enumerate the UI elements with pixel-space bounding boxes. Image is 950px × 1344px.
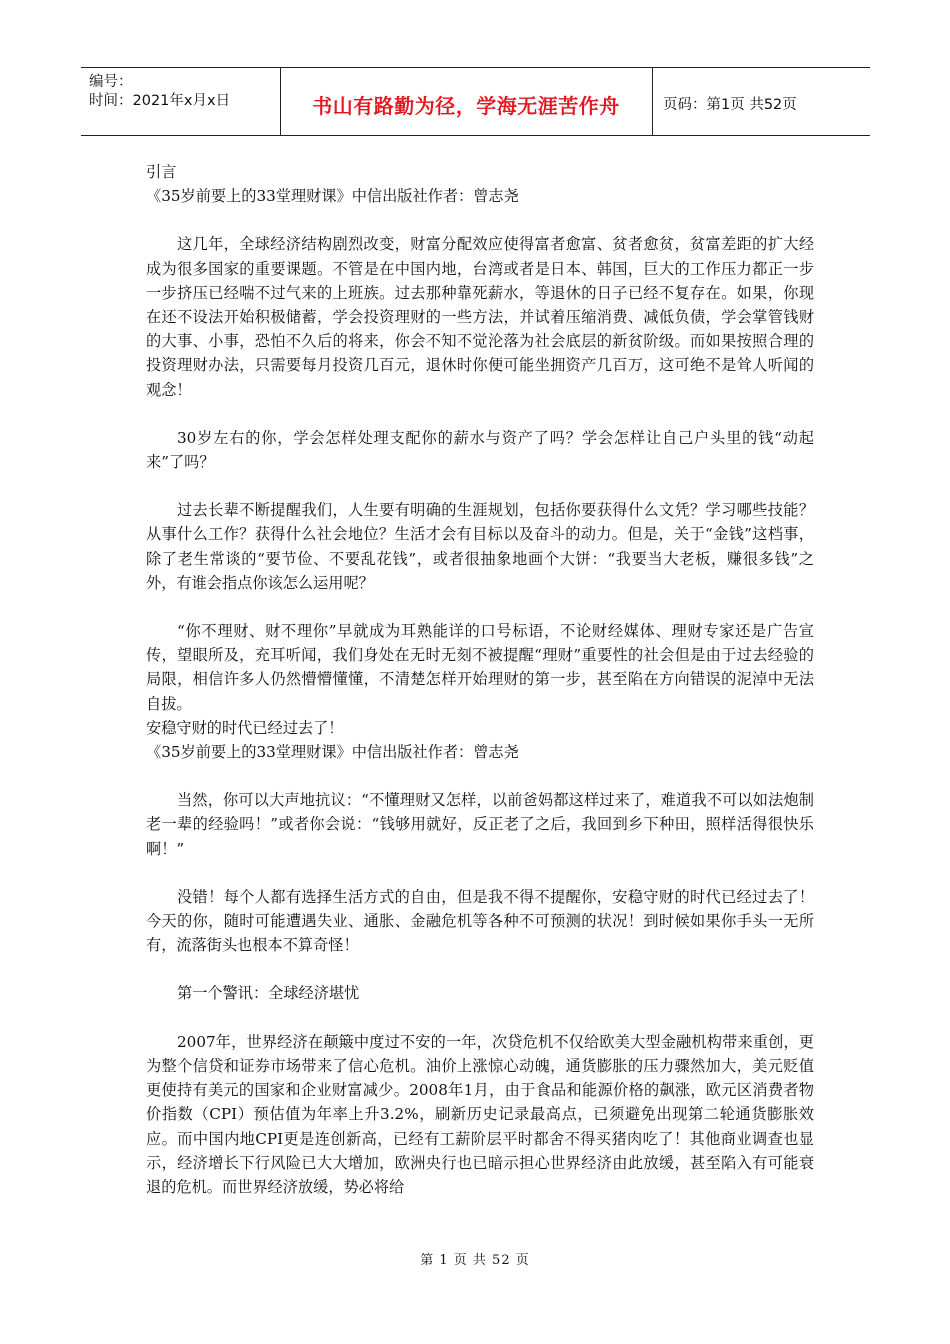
- intro-heading: 引言: [146, 163, 177, 181]
- paragraph: 2007年，世界经济在颠簸中度过不安的一年，次贷危机不仅给欧美大型金融机构带来重创，更为整个信贷和证券市场带来了信心危机。油价上涨惊心动魄，通货膨胀的压力骤然加大，美元贬值更使持有美元的国家和企业财富减少。2008年1月，由于食品和能源价格的飙涨，欧元区消费者物价指数（CPI）预估值为年率上升3.2%，刷新历史记录最高点，已须避免出现第二轮通货膨胀效应。而中国内地CPI更是连创新高，已经有工薪阶层平时都舍不得买猪肉吃了！其他商业调查也显示，经济增长下行风险已大大增加，欧洲央行也已暗示担心世界经济由此放缓，甚至陷入有可能衰退的危机。而世界经济放缓，势必将给: [146, 1032, 814, 1196]
- paragraph: 没错！每个人都有选择生活方式的自由，但是我不得不提醒你，安稳守财的时代已经过去了！今天的你，随时可能遭遇失业、通胀、金融危机等各种不可预测的状况！到时候如果你手头一无所有，流落街头也根本不算奇怪！: [146, 887, 814, 955]
- page-header: [81, 67, 870, 136]
- paragraph: 当然，你可以大声地抗议：“不懂理财又怎样，以前爸妈都这样过来了，难道我不可以如法炮制老一辈的经验吗！”或者你会说：“钱够用就好，反正老了之后，我回到乡下种田，照样活得很快乐啊！”: [146, 791, 814, 858]
- page-footer: 第 1 页 共 52 页: [420, 1253, 530, 1268]
- header-page-info: 页码：第1页 共52页: [663, 97, 797, 113]
- book-source-line: 《35岁前要上的33堂理财课》中信出版社作者：曾志尧: [146, 187, 519, 206]
- section-heading: 安稳守财的时代已经过去了！: [146, 718, 344, 737]
- paragraph: 过去长辈不断提醒我们，人生要有明确的生涯规划，包括你要获得什么文凭？学习哪些技能？从事什么工作？获得什么社会地位？生活才会有目标以及奋斗的动力。但是，关于“金钱”这档事，除了老生常谈的“要节俭、不要乱花钱”，或者很抽象地画个大饼：“我要当大老板，赚很多钱”之外，有谁会指点你该怎么运用呢？: [146, 501, 814, 592]
- document-date: 时间：2021年x月x日: [89, 93, 231, 109]
- header-meta: [89, 73, 230, 111]
- paragraph: 这几年，全球经济结构剧烈改变，财富分配效应使得富者愈富、贫者愈贫，贫富差距的扩大经成为很多国家的重要课题。不管是在中国内地，台湾或者是日本、韩国，巨大的工作压力都正一步一步挤压已经喘不过气来的上班族。过去那种靠死薪水，等退休的日子已经不复存在。如果，你现在还不设法开始积极储蓄，学会投资理财的一些方法，并试着压缩消费、减低负债，学会掌管钱财的大事、小事，恐怕不久后的将来，你会不知不觉沦落为社会底层的新贫阶级。而如果按照合理的投资理财办法，只需要每月投资几百元，退休时你便可能坐拥资产几百万，这可绝不是耸人听闻的观念！: [146, 235, 814, 399]
- book-source-line: 《35岁前要上的33堂理财课》中信出版社作者：曾志尧: [146, 743, 519, 762]
- paragraph: “你不理财、财不理你”早就成为耳熟能详的口号标语，不论财经媒体、理财专家还是广告宣传，望眼所及，充耳听闻，我们身处在无时无刻不被提醒“理财”重要性的社会但是由于过去经验的局限，相信许多人仍然懵懵懂懂，不清楚怎样开始理财的第一步，甚至陷在方向错误的泥淖中无法自拔。: [146, 622, 814, 713]
- paragraph: 30岁左右的你，学会怎样处理支配你的薪水与资产了吗？学会怎样让自己户头里的钱“动起来”了吗？: [146, 428, 814, 472]
- header-motto: 书山有路勤为径，学海无涯苦作舟: [312, 94, 620, 118]
- document-body: [146, 160, 814, 1199]
- subsection-heading: 第一个警讯：全球经济堪忧: [177, 984, 360, 1003]
- document-number-label: 编号：: [89, 74, 133, 90]
- header-divider: [652, 68, 653, 135]
